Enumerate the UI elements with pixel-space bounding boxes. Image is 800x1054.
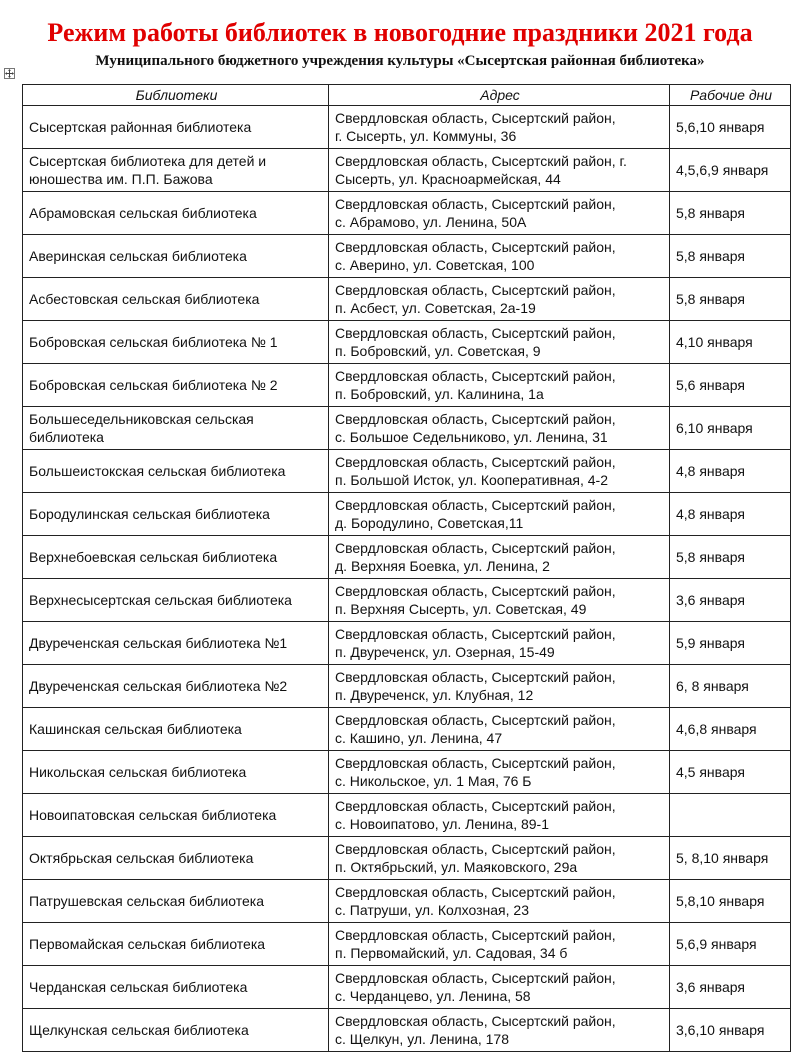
working-days: 4,8 января: [670, 493, 791, 536]
table-row: [23, 665, 791, 708]
table-row: [23, 192, 791, 235]
table-row: [23, 622, 791, 665]
libraries-table: [22, 84, 791, 1052]
address-line: Свердловская область, Сысертский район,: [335, 798, 616, 814]
address-line: с. Щелкун, ул. Ленина, 178: [335, 1031, 510, 1047]
table-row: [23, 536, 791, 579]
address-line: Свердловская область, Сысертский район,: [335, 669, 616, 685]
page-subtitle: Муниципального бюджетного учреждения культуры «Сысертская районная библиотека»: [95, 53, 705, 69]
working-days: 4,10 января: [670, 321, 791, 364]
page-title: Режим работы библиотек в новогодние праздники 2021 года: [47, 18, 753, 47]
library-name: Бобровская сельская библиотека № 1: [23, 321, 329, 364]
working-days: 5,8,10 января: [670, 880, 791, 923]
library-name: Абрамовская сельская библиотека: [23, 192, 329, 235]
table-row: [23, 794, 791, 837]
address-line: п. Верхняя Сысерть, ул. Советская, 49: [335, 601, 587, 617]
library-address: [329, 966, 670, 1009]
library-address: [329, 149, 670, 192]
library-address: [329, 1009, 670, 1052]
library-name: Аверинская сельская библиотека: [23, 235, 329, 278]
working-days: 4,5,6,9 января: [670, 149, 791, 192]
library-address: [329, 837, 670, 880]
table-row: [23, 407, 791, 450]
table-row: [23, 880, 791, 923]
working-days: 5,9 января: [670, 622, 791, 665]
library-name: Большеистокская сельская библиотека: [23, 450, 329, 493]
address-line: п. Двуреченск, ул. Клубная, 12: [335, 687, 534, 703]
working-days: 4,8 января: [670, 450, 791, 493]
address-line: Свердловская область, Сысертский район,: [335, 110, 616, 126]
address-line: д. Верхняя Боевка, ул. Ленина, 2: [335, 558, 550, 574]
address-line: с. Черданцево, ул. Ленина, 58: [335, 988, 531, 1004]
working-days: 5,8 января: [670, 536, 791, 579]
table-row: [23, 966, 791, 1009]
library-name: Бородулинская сельская библиотека: [23, 493, 329, 536]
working-days: 6,10 января: [670, 407, 791, 450]
table-row: [23, 837, 791, 880]
library-name: Октябрьская сельская библиотека: [23, 837, 329, 880]
address-line: Свердловская область, Сысертский район,: [335, 196, 616, 212]
working-days: 5,8 января: [670, 192, 791, 235]
working-days: 4,5 января: [670, 751, 791, 794]
address-line: Свердловская область, Сысертский район,: [335, 454, 616, 470]
header-address: Адрес: [329, 85, 670, 106]
address-line: п. Первомайский, ул. Садовая, 34 б: [335, 945, 568, 961]
library-address: [329, 278, 670, 321]
address-line: Свердловская область, Сысертский район,: [335, 325, 616, 341]
working-days: 5,6,9 января: [670, 923, 791, 966]
table-row: [23, 364, 791, 407]
address-line: Свердловская область, Сысертский район,: [335, 841, 616, 857]
address-line: Свердловская область, Сысертский район,: [335, 755, 616, 771]
working-days: 5, 8,10 января: [670, 837, 791, 880]
address-line: Свердловская область, Сысертский район,: [335, 239, 616, 255]
address-line: Свердловская область, Сысертский район, г.: [335, 153, 627, 169]
working-days: 5,8 января: [670, 278, 791, 321]
table-row: [23, 450, 791, 493]
address-line: Свердловская область, Сысертский район,: [335, 282, 616, 298]
address-line: с. Никольское, ул. 1 Мая, 76 Б: [335, 773, 532, 789]
address-line: д. Бородулино, Советская,11: [335, 515, 524, 531]
library-name: Патрушевская сельская библиотека: [23, 880, 329, 923]
library-address: [329, 235, 670, 278]
address-line: Свердловская область, Сысертский район,: [335, 712, 616, 728]
address-line: Свердловская область, Сысертский район,: [335, 583, 616, 599]
address-line: Свердловская область, Сысертский район,: [335, 368, 616, 384]
library-name: Верхнесысертская сельская библиотека: [23, 579, 329, 622]
address-line: с. Патруши, ул. Колхозная, 23: [335, 902, 529, 918]
address-line: п. Октябрьский, ул. Маяковского, 29а: [335, 859, 578, 875]
library-address: [329, 923, 670, 966]
address-line: с. Новоипатово, ул. Ленина, 89-1: [335, 816, 549, 832]
address-line: Свердловская область, Сысертский район,: [335, 540, 616, 556]
address-line: с. Аверино, ул. Советская, 100: [335, 257, 535, 273]
library-address: [329, 880, 670, 923]
table-row: [23, 106, 791, 149]
library-address: [329, 106, 670, 149]
library-address: [329, 493, 670, 536]
library-name: Асбестовская сельская библиотека: [23, 278, 329, 321]
address-line: Свердловская область, Сысертский район,: [335, 970, 616, 986]
table-row: [23, 708, 791, 751]
working-days: 5,6 января: [670, 364, 791, 407]
library-address: [329, 794, 670, 837]
working-days: 5,8 января: [670, 235, 791, 278]
address-line: с. Кашино, ул. Ленина, 47: [335, 730, 503, 746]
table-row: [23, 579, 791, 622]
table-row: [23, 321, 791, 364]
library-name: Первомайская сельская библиотека: [23, 923, 329, 966]
working-days: 5,6,10 января: [670, 106, 791, 149]
move-cross-icon[interactable]: [4, 68, 15, 79]
working-days: 3,6,10 января: [670, 1009, 791, 1052]
library-name: Никольская сельская библиотека: [23, 751, 329, 794]
library-address: [329, 536, 670, 579]
table-row: [23, 235, 791, 278]
table-row: [23, 278, 791, 321]
library-name: Новоипатовская сельская библиотека: [23, 794, 329, 837]
address-line: п. Большой Исток, ул. Кооперативная, 4-2: [335, 472, 609, 488]
working-days: 3,6 января: [670, 579, 791, 622]
library-name: Щелкунская сельская библиотека: [23, 1009, 329, 1052]
address-line: с. Абрамово, ул. Ленина, 50А: [335, 214, 527, 230]
library-name: Верхнебоевская сельская библиотека: [23, 536, 329, 579]
working-days: [670, 794, 791, 837]
address-line: с. Большое Седельниково, ул. Ленина, 31: [335, 429, 608, 445]
table-row: [23, 149, 791, 192]
address-line: Свердловская область, Сысертский район,: [335, 626, 616, 642]
table-row: [23, 923, 791, 966]
library-address: [329, 665, 670, 708]
address-line: п. Бобровский, ул. Калинина, 1а: [335, 386, 544, 402]
address-line: Сысерть, ул. Красноармейская, 44: [335, 171, 561, 187]
library-name: Двуреченская сельская библиотека №2: [23, 665, 329, 708]
address-line: п. Бобровский, ул. Советская, 9: [335, 343, 541, 359]
library-address: [329, 579, 670, 622]
working-days: 6, 8 января: [670, 665, 791, 708]
address-line: Свердловская область, Сысертский район,: [335, 497, 616, 513]
address-line: п. Асбест, ул. Советская, 2а-19: [335, 300, 536, 316]
library-address: [329, 450, 670, 493]
library-address: [329, 321, 670, 364]
library-address: [329, 407, 670, 450]
library-address: [329, 364, 670, 407]
address-line: г. Сысерть, ул. Коммуны, 36: [335, 128, 517, 144]
library-address: [329, 751, 670, 794]
address-line: Свердловская область, Сысертский район,: [335, 411, 616, 427]
library-address: [329, 622, 670, 665]
table-header-row: [23, 85, 791, 106]
library-address: [329, 708, 670, 751]
address-line: Свердловская область, Сысертский район,: [335, 884, 616, 900]
table-row: [23, 751, 791, 794]
library-name: Бобровская сельская библиотека № 2: [23, 364, 329, 407]
address-line: п. Двуреченск, ул. Озерная, 15-49: [335, 644, 555, 660]
library-name: Сысертская библиотека для детей и юношества им. П.П. Бажова: [23, 149, 329, 192]
library-name: Большеседельниковская сельская библиотека: [23, 407, 329, 450]
library-address: [329, 192, 670, 235]
header-library: Библиотеки: [23, 85, 329, 106]
table-row: [23, 493, 791, 536]
library-name: Двуреченская сельская библиотека №1: [23, 622, 329, 665]
library-name: Кашинская сельская библиотека: [23, 708, 329, 751]
library-name: Черданская сельская библиотека: [23, 966, 329, 1009]
library-name: Сысертская районная библиотека: [23, 106, 329, 149]
address-line: Свердловская область, Сысертский район,: [335, 1013, 616, 1029]
working-days: 4,6,8 января: [670, 708, 791, 751]
table-row: [23, 1009, 791, 1052]
header-days: Рабочие дни: [670, 85, 791, 106]
working-days: 3,6 января: [670, 966, 791, 1009]
address-line: Свердловская область, Сысертский район,: [335, 927, 616, 943]
